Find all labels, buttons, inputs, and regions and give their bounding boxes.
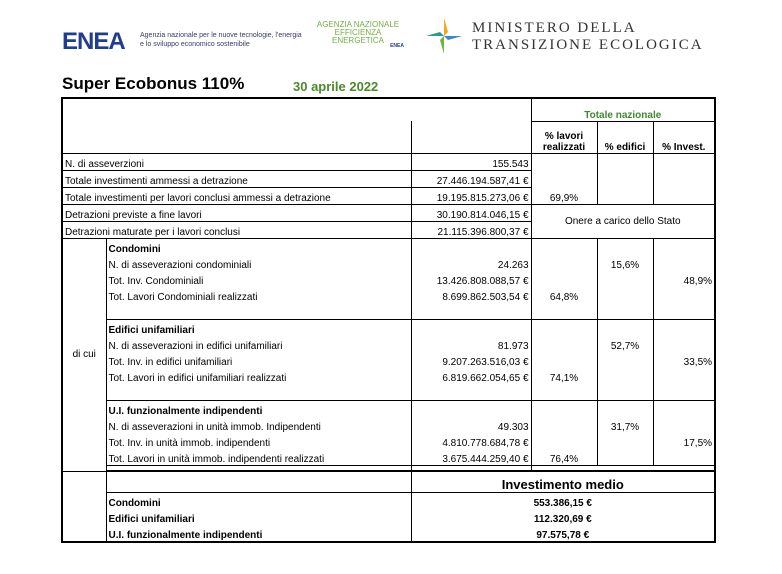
- page-header: [0, 0, 782, 62]
- table-row: N. di asseverazioni in unità immob. Indipendenti 49.303 31,7%: [62, 417, 715, 433]
- investimento-header-row: [62, 471, 715, 493]
- col-invest-header: % Invest.: [653, 121, 715, 154]
- enea-description: Agenzia nazionale per le nuove tecnologie, l'energia e lo sviluppo economico sostenibile: [140, 32, 302, 48]
- table-row: Tot. Lavori in unità immob. indipendenti realizzati 3.675.444.259,40 € 76,4%: [62, 449, 715, 466]
- di-cui-label: di cui: [62, 239, 106, 472]
- table-row: Totale investimenti ammessi a detrazione 27.446.194.587,41 €: [62, 171, 715, 188]
- ministry-name: [472, 20, 704, 54]
- ministry-line-1: MINISTERO DELLA: [472, 20, 637, 36]
- group-title-row: di cui Condomini: [62, 239, 715, 256]
- group-title-row: U.I. funzionalmente indipendenti: [62, 401, 715, 418]
- ecobonus-table: [61, 97, 716, 543]
- header-row-totale: [62, 98, 715, 121]
- table-row: N. di asseverzioni 155.543: [62, 154, 715, 171]
- medio-row: U.I. funzionalmente indipendenti 97.575,78 €: [62, 525, 715, 542]
- table-row: Detrazioni previste a fine lavori 30.190.814.046,15 € Onere a carico dello Stato: [62, 205, 715, 222]
- agency-enea-mark: ENEA: [390, 43, 404, 49]
- table-row: Tot. Lavori Condominiali realizzati 8.699.862.503,54 € 64,8%: [62, 287, 715, 303]
- table-row: Tot. Inv. in edifici unifamiliari 9.207.263.516,03 € 33,5%: [62, 352, 715, 368]
- table-row: Totale investimenti per lavori conclusi ammessi a detrazione 19.195.815.273,06 € 69,9%: [62, 188, 715, 205]
- col-lavori-header: % lavori realizzati: [531, 121, 597, 154]
- enea-logo: ENEA: [62, 28, 125, 55]
- page-title: Super Ecobonus 110%: [62, 74, 245, 93]
- group-title-row: Edifici unifamiliari: [62, 320, 715, 337]
- onere-label: Onere a carico dello Stato: [531, 205, 715, 239]
- investimento-medio-header: Investimento medio: [411, 471, 715, 493]
- medio-row: Edifici unifamiliari 112.320,69 €: [62, 509, 715, 525]
- header-row-cols: [62, 121, 715, 154]
- table-row: N. di asseverazioni in edifici unifamiliari 81.973 52,7%: [62, 336, 715, 352]
- table-row: N. di asseverazioni condominiali 24.263 15,6%: [62, 255, 715, 271]
- report-date: 30 aprile 2022: [293, 79, 379, 94]
- ministry-star-icon: [424, 16, 464, 56]
- table-row: Tot. Inv. Condominiali 13.426.808.088,57 € 48,9%: [62, 271, 715, 287]
- table-row: Tot. Lavori in edifici unifamiliari realizzati 6.819.662.054,65 € 74,1%: [62, 368, 715, 384]
- col-edifici-header: % edifici: [597, 121, 653, 154]
- agency-name: AGENZIA NAZIONALE EFFICIENZA ENERGETICA: [316, 20, 400, 45]
- ministry-line-2: TRANSIZIONE ECOLOGICA: [472, 37, 704, 53]
- table-row: Tot. Inv. in unità immob. indipendenti 4.810.778.684,78 € 17,5%: [62, 433, 715, 449]
- medio-row: Condomini 553.386,15 €: [62, 493, 715, 510]
- totale-nazionale-header: Totale nazionale: [531, 98, 715, 121]
- agency-logo-block: [308, 20, 408, 49]
- table-row: Detrazioni maturate per i lavori conclusi 21.115.396.800,37 €: [62, 222, 715, 239]
